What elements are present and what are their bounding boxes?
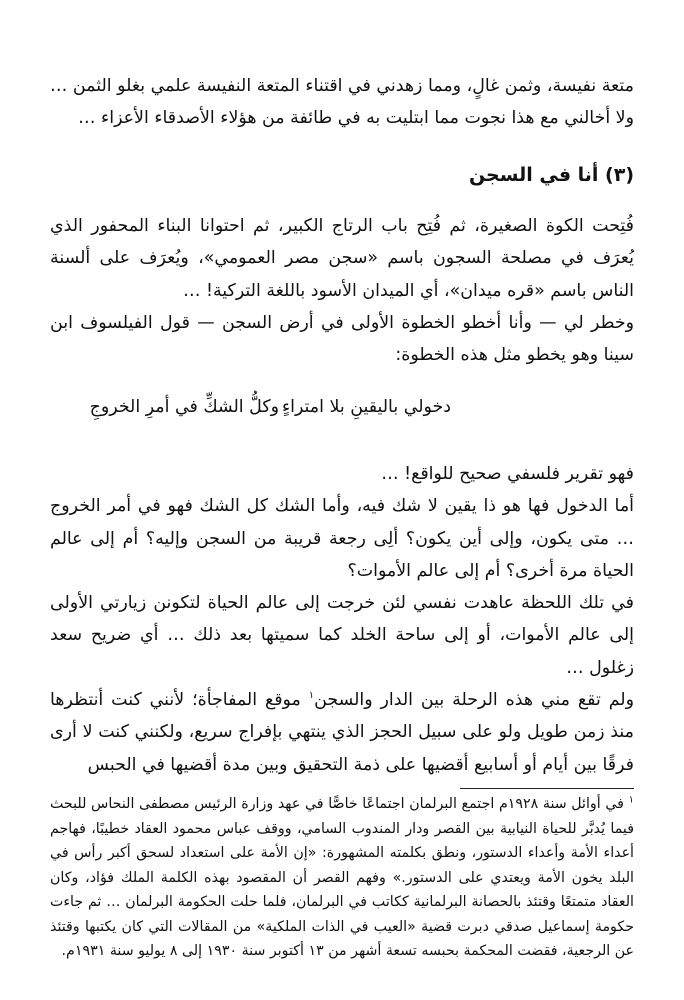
paragraph: أما الدخول فها هو ذا يقين لا شك فيه، وأما الشك كل الشك فهو في أمر الخروج … متى يكون، وإلى أين يكون؟ ألِى رجعة قريبة من السجن وإليه؟ أم إلى عالم الحياة مرة أخرى؟ أم إلى عالم الأموات؟ xyxy=(50,496,634,581)
footnote-divider xyxy=(460,788,634,789)
footnote xyxy=(50,792,634,964)
footnote-text: في أوائل سنة ١٩٢٨م اجتمع البرلمان اجتماعًا خاصًّا في عهد وزارة الرئيس مصطفى النحاس للبحث فيما يُدبَّر للحياة النيابية بين القصر ودار المندوب السامي، ووقف عباس محمود العقاد خطيبًا، فهاجم أعداء الأمة وأعداء الدستور، ونطق بكلمته المشهورة: «إن الأمة على استعداد لسحق أكبر رأس في البلد يخون الأمة ويعتدي على الدستور.» وفهم القصر أن المقصود بهذه الكلمة الملك فؤاد، وكان العقاد متمتعًا وقتئذ بالحصانة البرلمانية ككاتب في البرلمان، فلما حلت الحكومة البرلمان … ثم جاءت حكومة إسماعيل صدقي دبرت قضية «العيب في الذات الملكية» من المقالات التي كان يكتبها وقتئذ عن الرجعية، فقضت المحكمة بحبسه تسعة أشهر من ١٣ أكتوبر سنة ١٩٣٠ إلى ٨ يوليو سنة ١٩٣١م. xyxy=(50,796,634,959)
verse-first-hemistich: دخولي باليقينِ بلا امتراءٍ xyxy=(281,397,451,417)
verse-second-hemistich: وكلُّ الشكِّ في أمرِ الخروجِ xyxy=(89,397,279,417)
middle-text-block xyxy=(50,210,634,371)
paragraph-text: موقع المفاجأة؛ لأنني كنت أنتظرها منذ زمن طويل ولو على سبيل الحجز الذي ينتهي بإفراج سريع، ولكنني كنت لا أرى فرقًا بين أيام أو أسابيع أقضيها على ذمة التحقيق وبين مدة أقضيها في الحبس xyxy=(50,690,634,775)
footnote-reference[interactable]: ١ xyxy=(308,690,315,702)
paragraph: فهو تقرير فلسفي صحيح للواقع! … xyxy=(381,464,634,484)
book-page xyxy=(50,0,634,1000)
paragraph: في تلك اللحظة عاهدت نفسي لئن خرجت إلى عالم الحياة لتكونن زيارتي الأولى إلى عالم الأموات، أو إلى ساحة الخلد كما سميتها بعد ذلك … أي ضريح سعد زغلول … xyxy=(50,593,634,678)
paragraph-text: ولم تقع مني هذه الرحلة بين الدار والسجن xyxy=(314,690,634,711)
top-text-block xyxy=(50,70,634,135)
lower-text-block xyxy=(50,458,634,781)
paragraph: وخطر لي — وأنا أخطو الخطوة الأولى في أرض السجن — قول الفيلسوف ابن سينا وهو يخطو مثل هذه الخطوة: xyxy=(50,312,634,366)
poetry-verse xyxy=(50,397,634,429)
paragraph: فُتِحت الكوة الصغيرة، ثم فُتِح باب الرتاج الكبير، ثم احتوانا البناء المحفور الذي يُعرَف في مصلحة السجون باسم «سجن مصر العمومي»، ويُعرَف على ألسنة الناس باسم «قره ميدان»، أي الميدان الأسود باللغة التركية! … xyxy=(50,216,634,301)
paragraph-with-footnote-ref xyxy=(50,684,634,781)
footnote-mark: ١ xyxy=(628,794,634,806)
section-heading: (٣) أنا في السجن xyxy=(468,164,634,186)
paragraph: متعة نفيسة، وثمن غالٍ، ومما زهدني في اقتناء المتعة النفيسة علمي بغلو الثمن … ولا أخالني مع هذا نجوت مما ابتليت به في طائفة من هؤلاء الأصدقاء الأعزاء … xyxy=(50,76,634,129)
